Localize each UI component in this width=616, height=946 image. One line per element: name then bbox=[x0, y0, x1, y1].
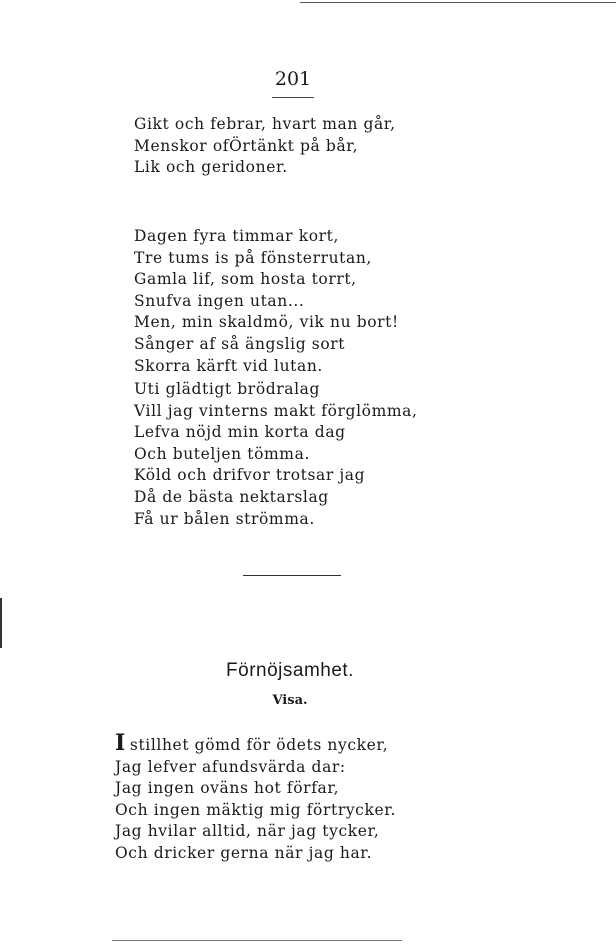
verse-line: Och dricker gerna när jag har. bbox=[115, 843, 373, 862]
poem-title: Förnöjsamhet. bbox=[226, 660, 354, 681]
poem-body bbox=[115, 730, 397, 865]
verse-line: Tre tums is på fönsterrutan, bbox=[134, 248, 372, 267]
stanza-2 bbox=[134, 226, 399, 377]
verse-line: Uti glädtigt brödralag bbox=[134, 380, 321, 398]
verse-line: Snufva ingen utan... bbox=[134, 291, 305, 310]
page-bottom-rule bbox=[112, 940, 402, 941]
verse-line: Gikt och febrar, hvart man går, bbox=[134, 115, 396, 133]
verse-line: Jag ingen oväns hot förfar, bbox=[115, 779, 340, 798]
verse-line: Köld och drifvor trotsar jag bbox=[134, 466, 366, 485]
verse-line: Då de bästa nektarslag bbox=[134, 487, 329, 506]
verse-line: Jag hvilar alltid, när jag tycker, bbox=[115, 822, 380, 841]
page-edge-rule bbox=[300, 2, 616, 3]
verse-line: Sånger af så ängslig sort bbox=[134, 334, 346, 353]
stanza-1 bbox=[134, 114, 396, 179]
verse-line: Men, min skaldmö, vik nu bort! bbox=[134, 313, 399, 332]
verse-line: Och buteljen tömma. bbox=[134, 444, 310, 463]
verse-line: Vill jag vinterns makt förglömma, bbox=[134, 401, 418, 420]
verse-line: Dagen fyra timmar kort, bbox=[134, 227, 339, 245]
poem-subtitle: Visa. bbox=[272, 693, 308, 708]
verse-line-first bbox=[115, 730, 396, 757]
verse-line: Lefva nöjd min korta dag bbox=[134, 423, 346, 442]
verse-line: Lik och geridoner. bbox=[134, 158, 288, 177]
verse-line: Skorra kärft vid lutan. bbox=[134, 356, 323, 375]
page-number-rule bbox=[272, 97, 314, 98]
verse-line: Menskor ofÖrtänkt på bår, bbox=[134, 136, 359, 155]
verse-line: Jag lefver afundsvärda dar: bbox=[115, 757, 346, 776]
verse-line: Få ur bålen strömma. bbox=[134, 509, 315, 528]
drop-cap: I bbox=[115, 730, 126, 756]
page-number: 201 bbox=[274, 68, 312, 90]
verse-line: Gamla lif, som hosta torrt, bbox=[134, 270, 357, 289]
verse-text: stillhet gömd för ödets nycker, bbox=[129, 736, 389, 754]
verse-line: Och ingen mäktig mig förtrycker. bbox=[115, 800, 397, 819]
stanza-3 bbox=[134, 379, 418, 530]
scan-edge-mark bbox=[0, 598, 2, 648]
section-separator bbox=[243, 575, 341, 576]
